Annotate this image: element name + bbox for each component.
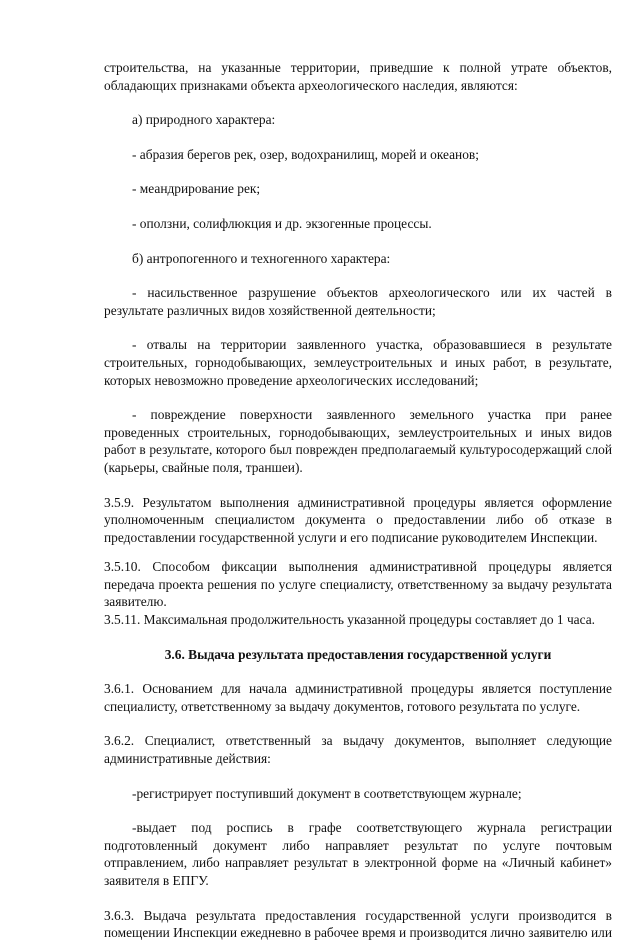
paragraph-anthropogenic-heading: б) антропогенного и техногенного характера: (132, 250, 391, 266)
paragraph-intro: строительства, на указанные территории, приведшие к полной утрате объектов, обладающих признаками объекта археологического наследия, являются: (104, 60, 612, 93)
paragraph-3-5-10: 3.5.10. Способом фиксации выполнения административной процедуры является передача проекта решения по услуге специалисту, ответственному за выдачу результата заявителю. (104, 559, 612, 610)
list-item-surface-damage: - повреждение поверхности заявленного земельного участка при ранее проведенных строительных, горнодобывающих, землеустроительных и иных видов работ в результате, которого был поврежден предполагаемый культуросодержащий слой (карьеры, свайные поля, траншеи). (104, 407, 612, 475)
list-item-landslides: - оползни, солифлюкция и др. экзогенные процессы. (132, 215, 432, 231)
list-item-dumps: - отвалы на территории заявленного участка, образовавшиеся в результате строительных, горнодобывающих, землеустроительных и иных работ, в результате, которых невозможно проведение археологических исследований; (104, 337, 612, 388)
paragraph-natural-heading: а) природного характера: (132, 112, 276, 128)
list-item-register: -регистрирует поступивший документ в соответствующем журнале; (132, 785, 522, 801)
list-item-abrasion: - абразия берегов рек, озер, водохранилищ, морей и океанов; (132, 146, 479, 162)
paragraph-3-6-2: 3.6.2. Специалист, ответственный за выдачу документов, выполняет следующие административные действия: (104, 733, 612, 767)
list-item-meandering: - меандрирование рек; (132, 181, 261, 197)
list-item-issue: -выдает под роспись в графе соответствующего журнала регистрации подготовленный документ либо направляет результат по услуге почтовым отправлением, либо направляет результат в электронной форме на «Личный кабинет» заявителя в ЕПГУ. (104, 820, 612, 888)
paragraph-3-6-1: 3.6.1. Основанием для начала административной процедуры является поступление специалисту, ответственному за выдачу документов, готового результата по услуге. (104, 681, 612, 714)
list-item-destruction: - насильственное разрушение объектов археологического или их частей в результате различных видов хозяйственной деятельности; (104, 285, 612, 318)
paragraph-3-5-9: 3.5.9. Результатом выполнения административной процедуры является оформление уполномоченным специалистом документа о предоставлении либо об отказе в предоставлении государственной услуги и его подписание руководителем Инспекции. (104, 494, 612, 545)
paragraph-3-5-11: 3.5.11. Максимальная продолжительность указанной процедуры составляет до 1 часа. (104, 612, 596, 628)
paragraph-3-6-3: 3.6.3. Выдача результата предоставления государственной услуги производится в помещении Инспекции ежедневно в рабочее время и производится лично заявителю или (104, 907, 613, 941)
section-heading-3-6: 3.6. Выдача результата предоставления государственной услуги (164, 646, 552, 662)
